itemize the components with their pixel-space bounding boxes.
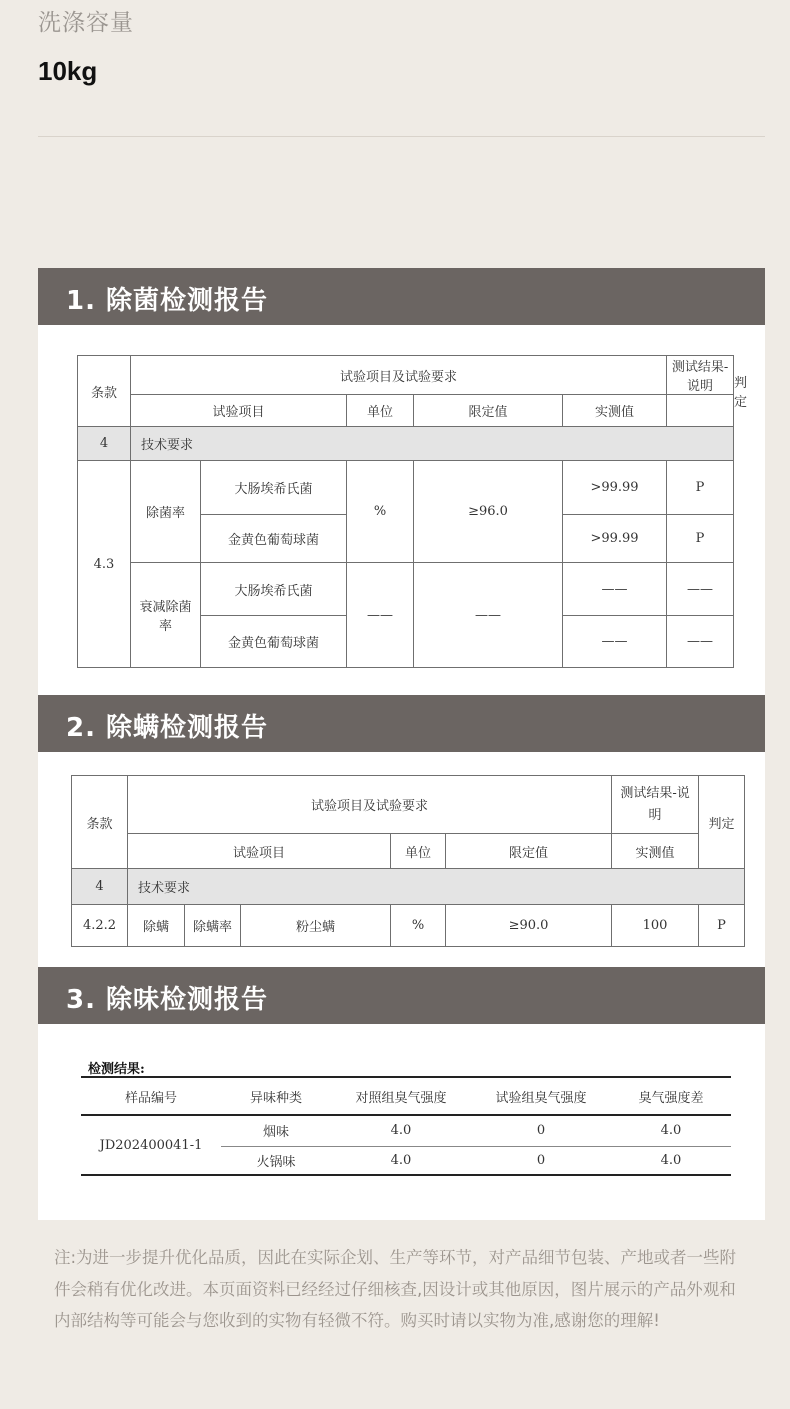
header-items-requirements: 试验项目及试验要求 <box>131 356 667 395</box>
judgement: P <box>699 905 745 947</box>
header-control-intensity: 对照组臭气强度 <box>331 1077 471 1115</box>
header-clause: 条款 <box>78 356 131 427</box>
sample-id: JD202400041-1 <box>81 1115 221 1175</box>
sterilization-report-table: 条款 试验项目及试验要求 测试结果-说明 判定 试验项目 单位 限定值 实测值 4 技术要求 4.3 除菌率 大肠埃希氏菌 % ≥96.0 >99.99 P 金黄色葡萄球菌 >99.99 P 衰减除菌率 大肠埃希氏菌 —— —— —— —— 金黄色葡萄球菌 —— —— <box>77 355 734 668</box>
unit-cell: —— <box>347 563 414 668</box>
section-banner-odor-removal <box>38 967 765 1024</box>
judgement: P <box>667 515 734 563</box>
limit-cell: —— <box>414 563 563 668</box>
sterilization-report-panel <box>38 325 765 695</box>
measured-value: —— <box>563 563 667 616</box>
odor-report-table <box>81 1076 731 1176</box>
category-cell: 除螨 <box>128 905 185 947</box>
clause-cell: 4.3 <box>78 461 131 668</box>
odor-type: 火锅味 <box>221 1146 331 1175</box>
limit-cell: ≥90.0 <box>446 905 612 947</box>
measured-value: >99.99 <box>563 515 667 563</box>
test-item: 粉尘螨 <box>241 905 391 947</box>
header-judgement: 判定 <box>699 776 745 869</box>
spec-value: 10kg <box>38 56 98 86</box>
test-item: 金黄色葡萄球菌 <box>201 616 347 668</box>
header-limit: 限定值 <box>446 834 612 869</box>
header-unit: 单位 <box>347 395 414 427</box>
spec-label: 洗涤容量 <box>38 10 134 36</box>
section-banner-sterilization <box>38 268 765 325</box>
header-unit: 单位 <box>391 834 446 869</box>
tech-clause: 4 <box>78 427 131 461</box>
header-intensity-difference: 臭气强度差 <box>611 1077 731 1115</box>
judgement: —— <box>667 616 734 668</box>
header-limit: 限定值 <box>414 395 563 427</box>
unit-cell: % <box>347 461 414 563</box>
mite-report-table <box>71 775 745 947</box>
header-test-intensity: 试验组臭气强度 <box>471 1077 611 1115</box>
measured-value: —— <box>563 616 667 668</box>
section-banner-mite-removal <box>38 695 765 752</box>
header-sample-id: 样品编号 <box>81 1077 221 1115</box>
tech-requirements-label: 技术要求 <box>131 427 734 461</box>
mite-report-panel <box>38 752 765 967</box>
section-title: 3. 除味检测报告 <box>66 985 269 1015</box>
divider <box>38 136 765 137</box>
limit-cell: ≥96.0 <box>414 461 563 563</box>
header-items-requirements: 试验项目及试验要求 <box>128 776 612 834</box>
intensity-difference: 4.0 <box>611 1115 731 1146</box>
test-intensity: 0 <box>471 1146 611 1175</box>
header-clause: 条款 <box>72 776 128 869</box>
test-item: 大肠埃希氏菌 <box>201 461 347 515</box>
test-item: 大肠埃希氏菌 <box>201 563 347 616</box>
control-intensity: 4.0 <box>331 1115 471 1146</box>
header-test-item: 试验项目 <box>128 834 391 869</box>
rate-cell: 除螨率 <box>185 905 241 947</box>
control-intensity: 4.0 <box>331 1146 471 1175</box>
tech-clause: 4 <box>72 869 128 905</box>
group-name-attenuated-sterilization-rate: 衰减除菌率 <box>131 563 201 668</box>
section-title: 1. 除菌检测报告 <box>66 286 269 316</box>
header-measured: 实测值 <box>563 395 667 427</box>
test-item: 金黄色葡萄球菌 <box>201 515 347 563</box>
judgement: —— <box>667 563 734 616</box>
header-result-description: 测试结果-说明 <box>667 356 734 395</box>
clause-cell: 4.2.2 <box>72 905 128 947</box>
odor-report-panel <box>38 1024 765 1220</box>
test-intensity: 0 <box>471 1115 611 1146</box>
header-result-description: 测试结果-说明 <box>612 776 699 834</box>
header-measured: 实测值 <box>612 834 699 869</box>
odor-type: 烟味 <box>221 1115 331 1146</box>
results-title: 检测结果: <box>88 1062 145 1077</box>
disclaimer-note: 注:为进一步提升优化品质，因此在实际企划、生产等环节，对产品细节包装、产地或者一些附件会稍有优化改进。本页面资料已经经过仔细核查,因设计或其他原因，图片展示的产品外观和内部结构等可能会与您收到的实物有轻微不符。购买时请以实物为准,感谢您的理解! <box>54 1248 737 1330</box>
measured-value: 100 <box>612 905 699 947</box>
tech-requirements-label: 技术要求 <box>128 869 745 905</box>
judgement: P <box>667 461 734 515</box>
header-test-item: 试验项目 <box>131 395 347 427</box>
measured-value: >99.99 <box>563 461 667 515</box>
group-name-sterilization-rate: 除菌率 <box>131 461 201 563</box>
section-title: 2. 除螨检测报告 <box>66 713 269 743</box>
intensity-difference: 4.0 <box>611 1146 731 1175</box>
header-odor-type: 异味种类 <box>221 1077 331 1115</box>
unit-cell: % <box>391 905 446 947</box>
